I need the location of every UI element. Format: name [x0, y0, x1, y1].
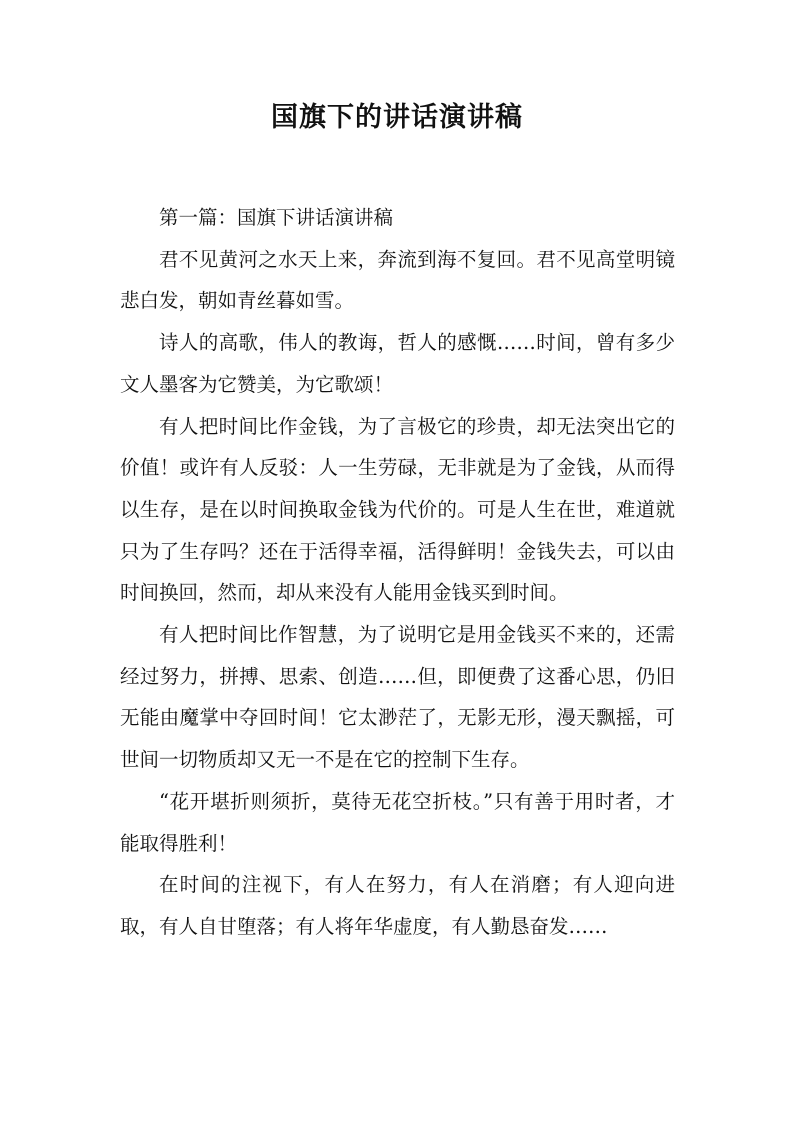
paragraph: 诗人的高歌，伟人的教诲，哲人的感慨……时间，曾有多少文人墨客为它赞美，为它歌颂！	[120, 331, 675, 396]
paragraph: 君不见黄河之水天上来，奔流到海不复回。君不见高堂明镜悲白发，朝如青丝暮如雪。	[120, 247, 675, 313]
paragraph: 在时间的注视下，有人在努力，有人在消磨；有人迎向进取，有人自甘堕落；有人将年华虚度，有人勤恳奋发……	[120, 873, 675, 938]
paragraph: 有人把时间比作金钱，为了言极它的珍贵，却无法突出它的价值！或许有人反驳：人一生劳碌，无非就是为了金钱，从而得以生存，是在以时间换取金钱为代价的。可是人生在世，难道就只为了生存吗？还在于活得幸福，活得鲜明！金钱失去，可以由时间换回，然而，却从来没有人能用金钱买到时间。	[120, 414, 675, 605]
section-heading: 第一篇：国旗下讲话演讲稿	[159, 206, 394, 229]
paragraph: “花开堪折则须折，莫待无花空折枝。”只有善于用时者，才能取得胜利！	[120, 789, 675, 855]
paragraph: 有人把时间比作智慧，为了说明它是用金钱买不来的，还需经过努力，拼搏、思索、创造……但，即便费了这番心思，仍旧无能由魔掌中夺回时间！它太渺茫了，无影无形，漫天飘摇，可世间一切物质却又无一不是在它的控制下生存。	[120, 623, 675, 772]
document-title: 国旗下的讲话演讲稿	[271, 102, 523, 133]
document-body	[120, 197, 675, 948]
